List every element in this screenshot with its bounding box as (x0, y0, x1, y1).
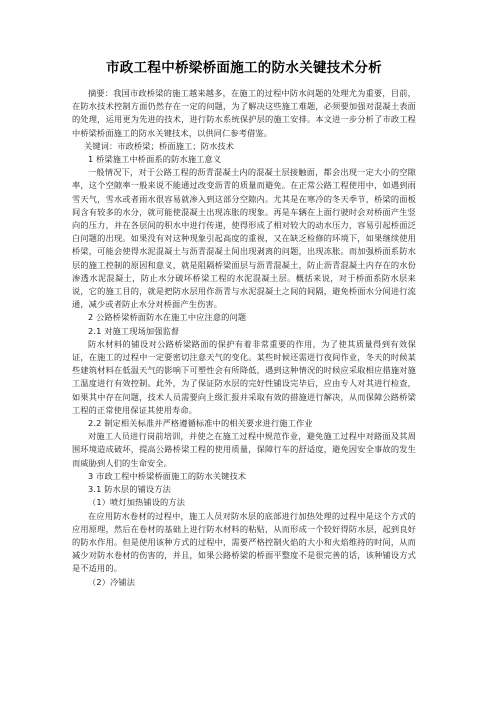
section-3-1-heading: 3.1 防水层的铺设方法 (88, 484, 171, 495)
section-2-1-heading: 2.1 对施工现场加强监督 (88, 325, 180, 336)
abstract-paragraph: 摘要：我国市政桥梁的施工越来越多，在施工的过程中防水问题的处理尤为重要，目前，在防水技术控制方面仍然存在一定的问题，为了解决这些施工难题，必须要加强对混凝土表面的处理，运用更为先进的技术，进行防水系统保护层的施工安排。本文进一步分析了市政工程中桥梁桥面施工的防水关键技术，以供同仁参考借鉴。 (72, 88, 416, 138)
section-3-1-1-heading: （1）喷灯加热铺设的方法 (88, 497, 186, 508)
section-3-1-1-paragraph: 在应用防水卷材的过程中，施工人员对防水层的底部进行加热处理的过程中是这个方式的应用原理，然后在卷材的基础上进行防水材料的粘贴，从而形成一个较好得防水层，起到良好的防水作用。但是使用该种方式的过程中，需要严格控制火焰的大小和火焰维持的时间，从而减少对防水卷材的伤害的，并且，如果公路桥梁的桥面平整度不是很完善的话，该种铺设方式是不适用的。 (72, 510, 416, 574)
section-3-heading: 3 市政工程中桥梁桥面施工的防水关键技术 (88, 470, 247, 481)
section-3-1-2-heading: （2）冷铺法 (88, 576, 136, 587)
page-title: 市政工程中桥梁桥面施工的防水关键技术分析 (106, 60, 382, 76)
section-2-2-paragraph: 对施工人员进行岗前培训，并使之在施工过程中规范作业，避免施工过程中对路面及其周围环境造成破坏，提高公路桥梁工程的使用质量，保障行车的舒适度，避免因安全事故的发生而威胁到人们的生命安全。 (72, 431, 416, 468)
keywords-line: 关键词：市政桥梁；桥面施工；防水技术 (84, 140, 235, 151)
section-2-2-heading: 2.2 制定相关标准并严格遵循标准中的相关要求进行施工作业 (88, 418, 313, 429)
section-2-heading: 2 公路桥梁桥面防水在施工中应注意的问题 (88, 312, 247, 323)
section-1-paragraph: 一般情况下，对于公路工程的沥青混凝土内的混凝土层接触面，都会出现一定大小的空隙率，这个空隙率一般来说不能通过改变沥青的质量而避免。在正常公路工程使用中，如遇到雨雪天气，雪水或者雨水很容易就渗入到这部分空隙内。尤其是在寒冷的冬天季节，桥梁的面板间含有较多的水分，就可能使混凝土出现冻胀的现象。再是车辆在上面行驶时会对桥面产生竖向的压力，并在各层间的积水中进行传递，使得形成了相对较大的动水压力，容易引起桥面泛白问题的出现。如果没有对这种现象引起高度的重视，又在缺乏检修的环境下，如果继续使用桥梁，可能会使得水泥混凝土与沥青混凝土间出现剥离的问题，出现冻胀。而加强桥面系防水层的施工控制的原因和意义，就是阻隔桥梁面层与沥青混凝土，防止沥青混凝土内存在的水份渗透水泥混凝土，防止水分破坏桥梁工程的水泥混凝土层。概括来说，对于桥面系防水层来说，它的施工目的，就是把防水层用作沥青与水泥混凝土之间的间隔，避免桥面水分间进行流通，减少或者防止水分对桥面产生伤害。 (72, 167, 416, 310)
section-2-1-paragraph: 防水材料的铺设对公路桥梁路面的保护有着非常重要的作用，为了使其质量得到有效保证，在施工的过程中一定要密切注意天气的变化。某些时候还需进行夜间作业，冬天的时候某些建筑材料在低温天气的影响下可塑性会有所降低，遇到这种情况的时候应采取相应措施对施工温度进行有效控制。此外，为了保证防水层的完好性铺设完毕后，应由专人对其进行检查，如果其中存在问题，技术人员需要向上级汇报并采取有效的措施进行解决，从而保障公路桥梁工程的正常使用保证其使用寿命。 (72, 338, 416, 415)
section-1-heading: 1 桥梁施工中桥面系的防水施工意义 (88, 154, 222, 165)
